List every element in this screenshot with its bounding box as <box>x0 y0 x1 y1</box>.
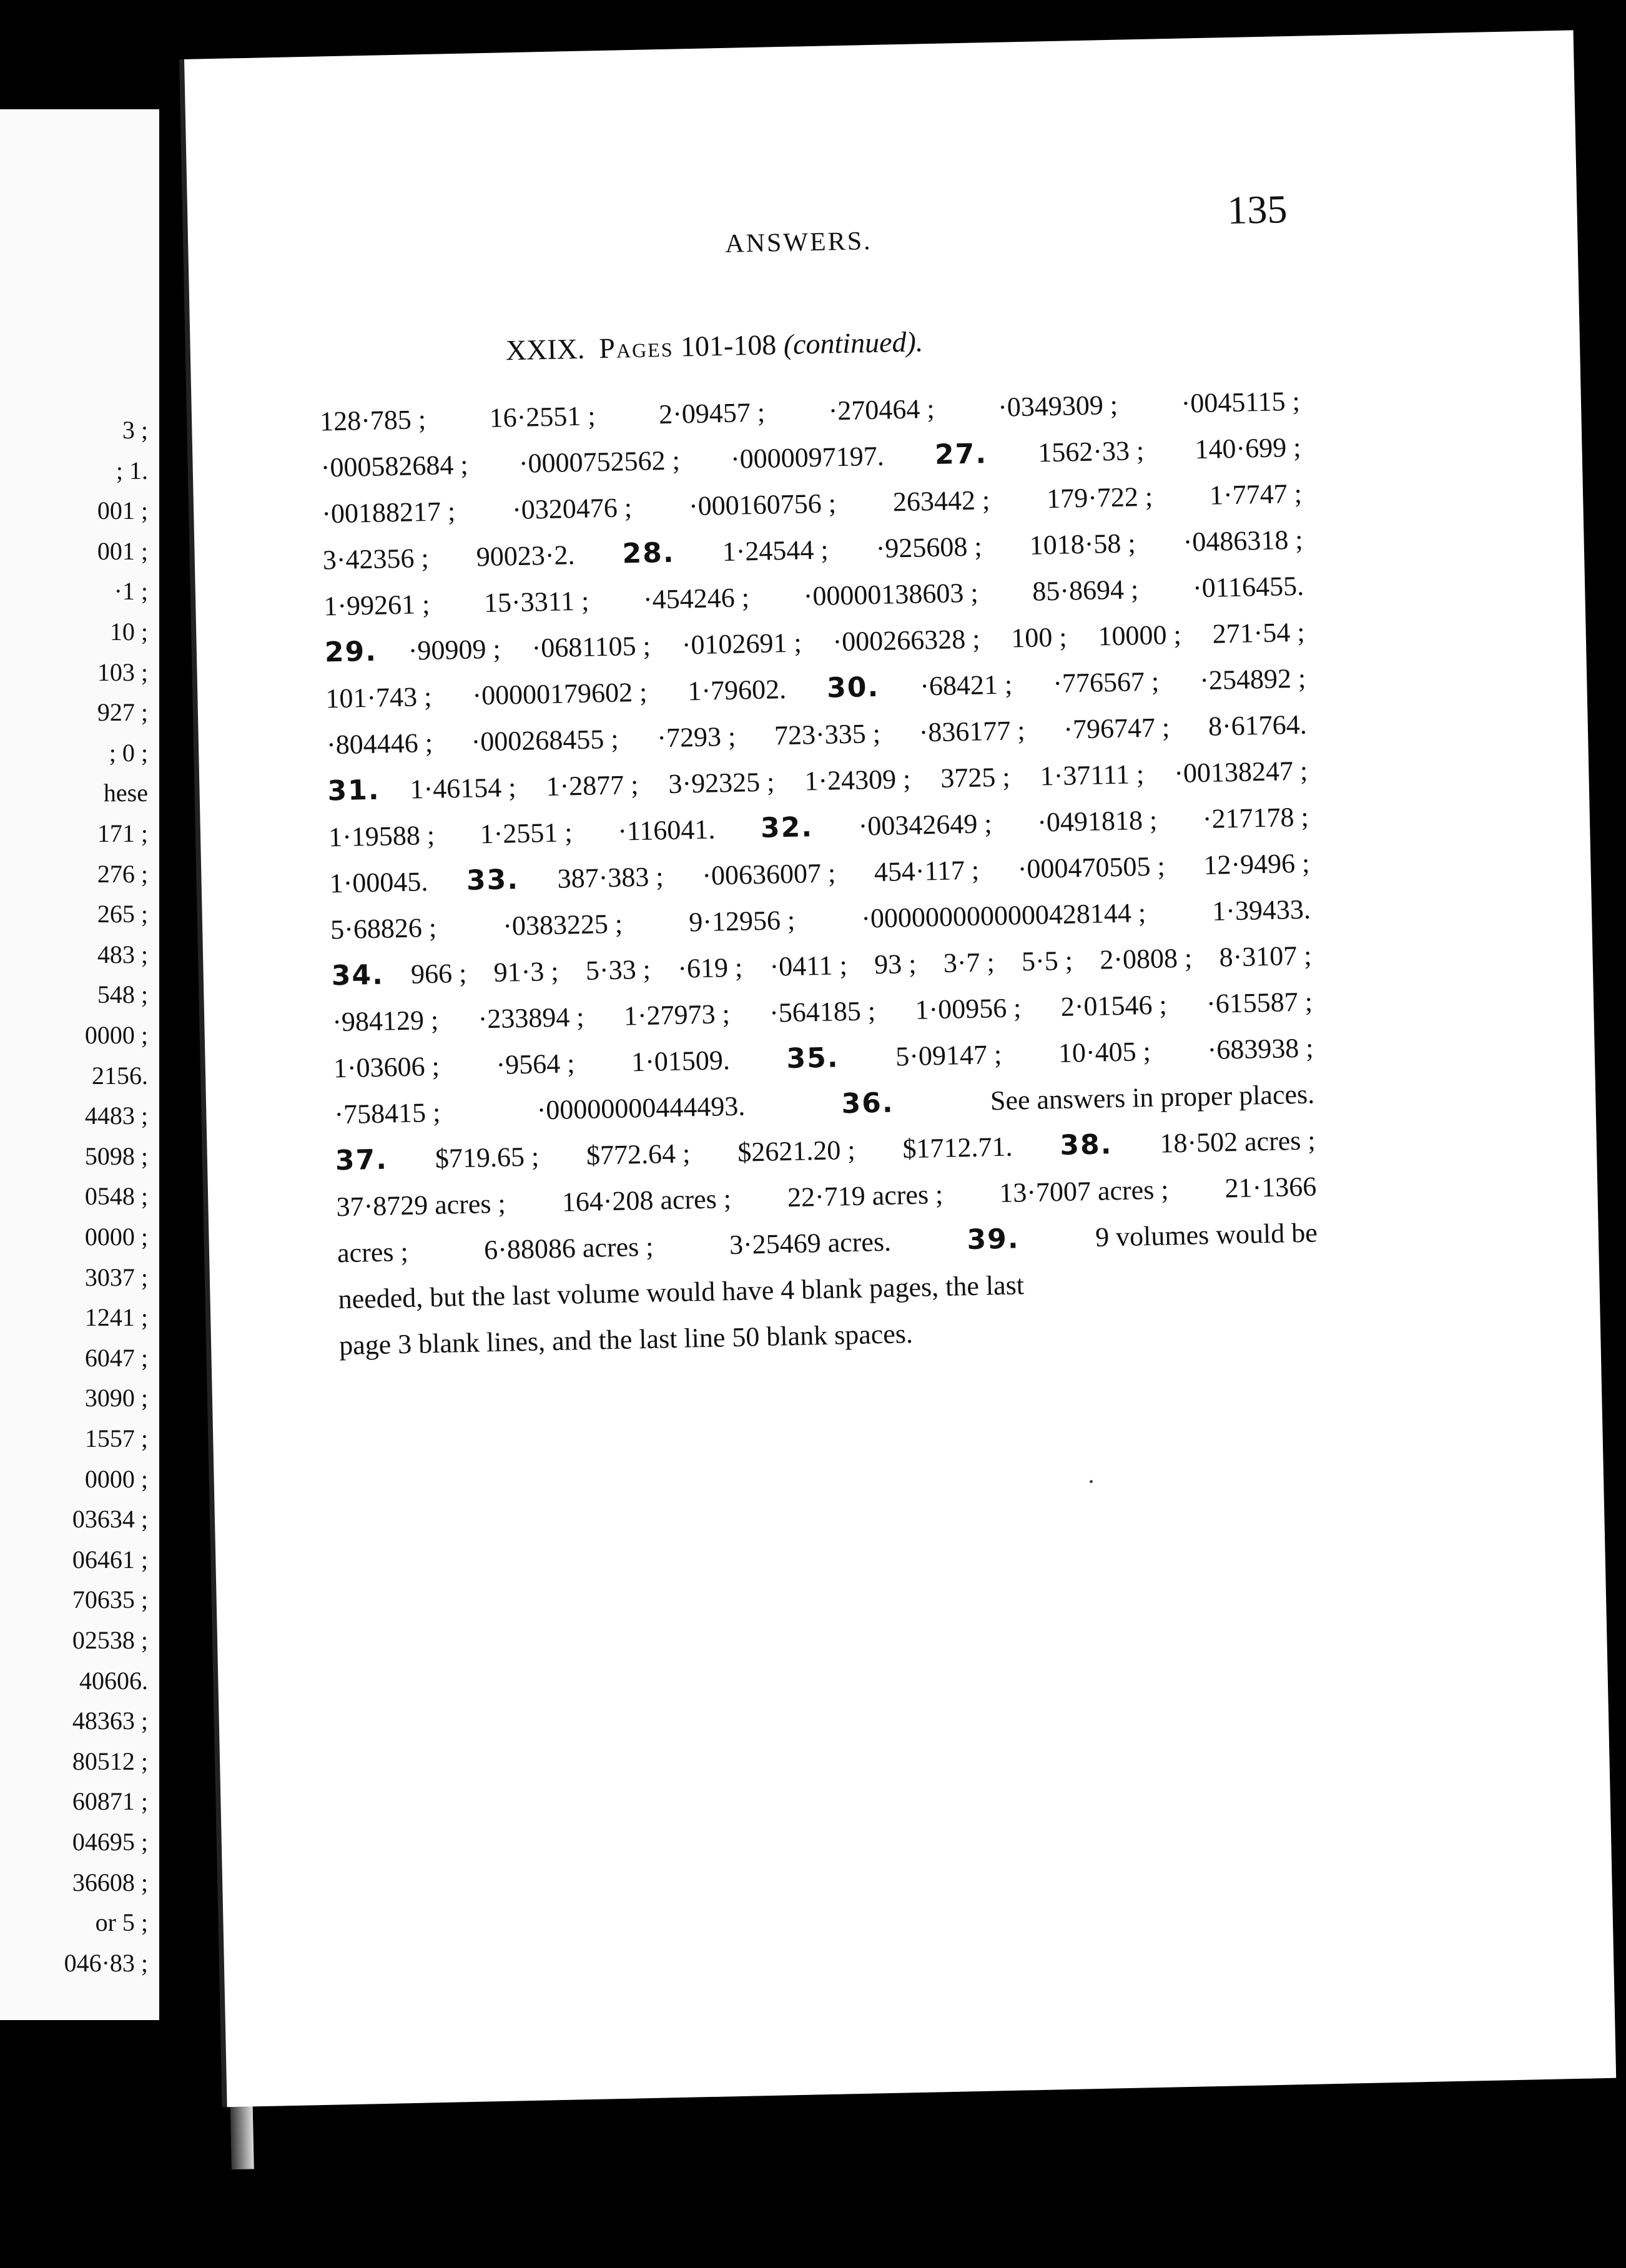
answer-value: ·000160756 ; <box>688 488 837 522</box>
answer-value: ·0045115 ; <box>1181 385 1301 419</box>
answer-value: 1·00045. <box>329 866 428 899</box>
answer-value: 1·24309 ; <box>804 763 911 797</box>
answer-value: ·000582684 ; <box>320 449 469 483</box>
left-page-line: ·1 ; <box>114 577 148 606</box>
answer-value: ·000266328 ; <box>832 623 980 658</box>
left-page-line: 0000 ; <box>84 1223 148 1251</box>
left-page-line: 2156. <box>92 1061 148 1090</box>
answer-value: $1712.71. <box>902 1131 1013 1165</box>
answer-value: 1018·58 ; <box>1029 528 1136 561</box>
left-page-line: 1241 ; <box>84 1303 148 1332</box>
answer-value: ·217178 ; <box>1202 801 1309 835</box>
answer-value: 1·7747 ; <box>1209 478 1303 511</box>
paper-speck <box>1090 1480 1093 1483</box>
left-page-line: 6047 ; <box>84 1343 148 1372</box>
answer-value: ·00000138603 ; <box>803 577 979 612</box>
book-page <box>184 30 1616 2107</box>
answer-value: 1·2877 ; <box>546 769 639 802</box>
answer-value: 1·24544 ; <box>722 534 829 568</box>
answer-value: 3725 ; <box>940 761 1011 794</box>
answer-value: 2·09457 ; <box>658 397 766 430</box>
answer-value: $719.65 ; <box>435 1141 540 1174</box>
answer-value: 12·9496 ; <box>1203 847 1310 881</box>
answer-value: ·0000752562 ; <box>518 445 681 479</box>
answer-value: ·0320476 ; <box>511 492 633 526</box>
pages-label: Pages <box>598 330 674 365</box>
answer-value: 3·92325 ; <box>668 766 775 800</box>
answer-value: 723·335 ; <box>774 717 881 751</box>
answer-value: ·925608 ; <box>875 531 983 564</box>
answer-value: ·984129 ; <box>332 1004 439 1038</box>
answer-value: 3·7 ; <box>943 947 995 979</box>
exercise-number: 33. <box>466 864 520 897</box>
answer-value: page 3 blank lines, and the last line 50 blank spaces. <box>338 1318 914 1361</box>
answer-value: ·615587 ; <box>1206 986 1313 1020</box>
answer-value: ·254892 ; <box>1199 663 1306 696</box>
answer-value: 10·405 ; <box>1058 1035 1151 1069</box>
left-page-line: 70635 ; <box>72 1585 148 1614</box>
exercise-number: 27. <box>934 438 988 471</box>
answer-value: ·90909 ; <box>408 633 501 666</box>
left-page-line: 046·83 ; <box>64 1948 148 1977</box>
answer-value: ·796747 ; <box>1063 712 1170 745</box>
answer-value: ·233894 ; <box>478 1001 585 1035</box>
answer-value: 8·61764. <box>1208 709 1308 742</box>
answer-value: 13·7007 acres ; <box>998 1174 1169 1209</box>
left-page-line: ; 0 ; <box>109 738 148 767</box>
answer-value: 1·39433. <box>1211 894 1311 927</box>
answer-value: 5·33 ; <box>585 954 651 986</box>
exercise-number: 36. <box>841 1087 895 1120</box>
left-page-line: 0000 ; <box>84 1464 148 1493</box>
answer-value: ·619 ; <box>677 952 743 984</box>
answer-value: 1·19588 ; <box>328 819 435 853</box>
answer-value: ·68421 ; <box>919 669 1013 702</box>
left-page-line: 001 ; <box>97 536 148 565</box>
answer-value: 2·01546 ; <box>1060 989 1168 1022</box>
left-page-line: 06461 ; <box>72 1545 148 1574</box>
section-numeral: XXIX. <box>505 332 585 367</box>
answer-value: 90023·2. <box>476 540 575 573</box>
answer-value: 140·699 ; <box>1195 431 1301 465</box>
answer-value: ·683938 ; <box>1207 1032 1314 1066</box>
answer-value: 15·3311 ; <box>483 585 589 619</box>
answers-body <box>319 378 1319 1369</box>
answer-value: 1·27973 ; <box>623 998 731 1032</box>
continued-note: (continued). <box>783 325 924 360</box>
running-head: ANSWERS. <box>724 226 873 259</box>
answer-value: 8·3107 ; <box>1219 940 1312 973</box>
exercise-number: 32. <box>760 811 814 844</box>
answer-value: 1·01509. <box>631 1045 731 1078</box>
answer-value: ·454246 ; <box>643 582 750 615</box>
page-number: 135 <box>1226 187 1288 233</box>
left-page-line: hese <box>103 779 148 807</box>
answer-value: 1·46154 ; <box>410 772 516 805</box>
left-page-line: ; 1. <box>116 456 148 485</box>
left-page-line: 103 ; <box>97 658 148 686</box>
left-page-line: 3090 ; <box>84 1384 148 1413</box>
answer-value: ·00636007 ; <box>701 857 836 891</box>
left-page-line: 4483 ; <box>84 1102 148 1130</box>
answer-value: ·0102691 ; <box>681 627 802 661</box>
answer-value: 5·68826 ; <box>330 912 437 945</box>
answer-value: 1·79602. <box>687 674 787 707</box>
answer-value: 37·8729 acres ; <box>336 1188 506 1223</box>
answer-value: 6·88086 acres ; <box>483 1231 654 1266</box>
exercise-number: 35. <box>786 1042 840 1075</box>
answer-value: 128·785 ; <box>319 404 426 437</box>
exercise-number: 31. <box>327 774 381 807</box>
answer-value: 9·12956 ; <box>688 904 796 938</box>
answer-value: ·776567 ; <box>1052 666 1160 699</box>
left-page-line: 3037 ; <box>84 1263 148 1291</box>
answer-value: 454·117 ; <box>874 854 980 888</box>
answer-value: 93 ; <box>874 948 917 980</box>
exercise-number: 28. <box>622 536 676 570</box>
left-page-line: 36608 ; <box>72 1868 148 1896</box>
exercise-number: 29. <box>324 635 378 669</box>
answer-value: 22·719 acres ; <box>787 1178 944 1213</box>
answer-value: ·116041. <box>617 814 716 847</box>
answer-value: $772.64 ; <box>586 1138 691 1171</box>
answer-value: 101·743 ; <box>325 681 432 714</box>
left-page-line: 40606. <box>79 1666 148 1695</box>
answer-value: See answers in proper places. <box>990 1078 1315 1117</box>
answer-value: ·00138247 ; <box>1173 755 1308 789</box>
left-page-line: 276 ; <box>97 859 148 888</box>
exercise-number: 39. <box>967 1223 1020 1256</box>
answer-value: 1562·33 ; <box>1037 435 1145 468</box>
answer-value: 21·1366 <box>1224 1171 1317 1204</box>
exercise-number: 34. <box>331 959 385 992</box>
left-page-line: 48363 ; <box>72 1707 148 1735</box>
pages-range: 101-108 <box>680 328 777 363</box>
exercise-number: 37. <box>335 1143 388 1177</box>
answer-value: 5·09147 ; <box>895 1038 1002 1072</box>
left-page-line: 001 ; <box>97 496 148 525</box>
answer-value: 3·25469 acres. <box>729 1226 892 1261</box>
left-page-line: 3 ; <box>122 416 148 444</box>
answer-value: 1·03606 ; <box>333 1050 440 1084</box>
answer-value: 9 volumes would be <box>1095 1217 1318 1253</box>
answer-value: ·270464 ; <box>828 393 935 426</box>
left-page-line: 927 ; <box>97 698 148 727</box>
answer-value: 1·2551 ; <box>480 817 573 850</box>
left-page-line: or 5 ; <box>95 1908 148 1937</box>
left-page-line: 04695 ; <box>72 1828 148 1856</box>
answer-value: ·9564 ; <box>496 1048 575 1080</box>
answer-value: 966 ; <box>410 957 467 990</box>
answer-value: ·0000097197. <box>730 440 885 475</box>
answer-value: 3·42356 ; <box>322 542 430 576</box>
answer-value: ·7293 ; <box>656 721 736 754</box>
exercise-number: 30. <box>826 671 880 704</box>
left-page-line: 548 ; <box>97 980 148 1009</box>
answer-value: ·804446 ; <box>326 727 433 761</box>
answer-value: 1·37111 ; <box>1040 759 1145 792</box>
left-page-line: 265 ; <box>97 900 148 929</box>
answer-value: needed, but the last volume would have 4 blank pages, the last <box>338 1270 1025 1315</box>
answer-value: ·0000000000000428144 ; <box>860 897 1146 934</box>
answer-value: 1·00956 ; <box>914 992 1022 1025</box>
left-page-line: 60871 ; <box>72 1787 148 1816</box>
answer-value: $2621.20 ; <box>737 1134 856 1168</box>
answer-value: ·0681105 ; <box>531 630 651 664</box>
left-page-line: 0548 ; <box>84 1182 148 1211</box>
answer-value: 85·8694 ; <box>1032 574 1139 607</box>
answer-value: 10000 ; <box>1097 619 1182 652</box>
answer-value: 387·383 ; <box>557 861 664 894</box>
left-page-line: 02538 ; <box>72 1626 148 1654</box>
answer-value: 271·54 ; <box>1212 616 1306 649</box>
exercise-number: 38. <box>1059 1128 1113 1162</box>
answer-value: acres ; <box>337 1236 409 1269</box>
answer-value: ·00000179602 ; <box>471 676 648 711</box>
left-page-line: 10 ; <box>109 618 148 646</box>
answer-value: ·564185 ; <box>769 995 876 1028</box>
answer-value: 5·5 ; <box>1021 945 1073 977</box>
answer-value: 91·3 ; <box>493 955 559 988</box>
left-page-line: 483 ; <box>97 940 148 969</box>
answer-value: ·758415 ; <box>333 1097 441 1130</box>
answer-value: ·0486318 ; <box>1183 524 1304 558</box>
answer-value: 16·2551 ; <box>489 400 596 433</box>
answer-value: 179·722 ; <box>1046 481 1153 515</box>
answer-value: ·0349309 ; <box>997 389 1118 423</box>
left-page-line: 171 ; <box>97 819 148 847</box>
answer-value: ·0383225 ; <box>502 908 623 942</box>
answer-value: 2·0808 ; <box>1099 942 1193 975</box>
answer-value: ·00342649 ; <box>858 808 993 842</box>
answer-value: 164·208 acres ; <box>561 1183 732 1218</box>
answer-value: 18·502 acres ; <box>1159 1125 1316 1159</box>
answer-value: ·00000000444493. <box>536 1090 746 1126</box>
answer-value: ·000268455 ; <box>471 723 619 757</box>
left-page-line: 1557 ; <box>84 1424 148 1452</box>
answer-value: ·0491818 ; <box>1037 804 1158 838</box>
answer-value: ·00188217 ; <box>321 496 456 530</box>
answer-value: ·836177 ; <box>919 715 1026 748</box>
answer-value: ·000470505 ; <box>1017 850 1166 885</box>
left-page-line: 80512 ; <box>72 1747 148 1775</box>
section-heading <box>505 325 923 367</box>
previous-page-fragment <box>0 109 159 2020</box>
left-page-line: 5098 ; <box>84 1141 148 1170</box>
left-page-line: 0000 ; <box>84 1021 148 1049</box>
answer-value: 1·99261 ; <box>323 588 430 622</box>
answer-value: ·0116455. <box>1192 570 1304 604</box>
answer-value: 263442 ; <box>892 485 990 518</box>
answer-value: 100 ; <box>1010 621 1068 654</box>
answer-value: ·0411 ; <box>769 950 848 982</box>
left-page-line: 03634 ; <box>72 1505 148 1534</box>
